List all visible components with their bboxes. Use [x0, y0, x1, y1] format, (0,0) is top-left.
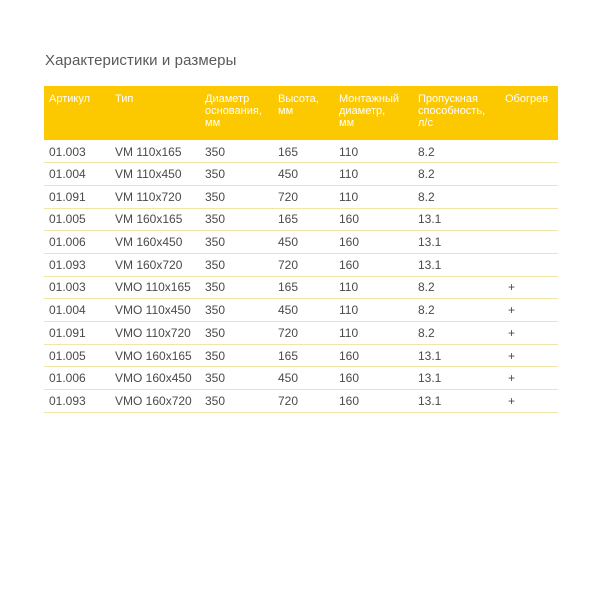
throughput-cell: 13.1 [413, 253, 500, 276]
type-cell: VM 160x165 [110, 208, 200, 231]
specs-table [44, 86, 558, 413]
throughput-cell: 13.1 [413, 367, 500, 390]
heating-cell [500, 140, 558, 163]
article-cell: 01.004 [44, 163, 110, 186]
heating-cell [500, 185, 558, 208]
table-row [44, 367, 558, 390]
base-diameter-cell: 350 [200, 208, 273, 231]
base-diameter-cell: 350 [200, 140, 273, 163]
throughput-cell: 8.2 [413, 163, 500, 186]
section-title: Характеристики и размеры [45, 52, 237, 69]
throughput-cell: 13.1 [413, 208, 500, 231]
heating-cell [500, 163, 558, 186]
heating-cell: + [500, 276, 558, 299]
heating-cell: + [500, 322, 558, 345]
height-cell: 165 [273, 208, 334, 231]
table-body [44, 140, 558, 412]
heating-cell [500, 231, 558, 254]
table-row [44, 322, 558, 345]
mount-diameter-cell: 110 [334, 185, 413, 208]
header-line: мм [205, 117, 221, 129]
type-cell: VMO 110x720 [110, 322, 200, 345]
base-diameter-cell: 350 [200, 344, 273, 367]
type-cell: VMO 110x165 [110, 276, 200, 299]
header-mount-diameter [334, 86, 413, 140]
mount-diameter-cell: 160 [334, 344, 413, 367]
base-diameter-cell: 350 [200, 367, 273, 390]
base-diameter-cell: 350 [200, 322, 273, 345]
header-line: мм [278, 105, 294, 117]
article-cell: 01.005 [44, 344, 110, 367]
article-cell: 01.006 [44, 367, 110, 390]
mount-diameter-cell: 110 [334, 276, 413, 299]
table-row [44, 344, 558, 367]
height-cell: 165 [273, 344, 334, 367]
throughput-cell: 13.1 [413, 390, 500, 413]
table-row [44, 208, 558, 231]
header-base-diameter [200, 86, 273, 140]
heating-cell: + [500, 367, 558, 390]
article-cell: 01.091 [44, 322, 110, 345]
header-row [44, 86, 558, 140]
header-heating [500, 86, 558, 140]
base-diameter-cell: 350 [200, 299, 273, 322]
throughput-cell: 8.2 [413, 185, 500, 208]
header-line: способность, [418, 105, 486, 117]
header-line: Высота, [278, 93, 319, 105]
height-cell: 450 [273, 367, 334, 390]
mount-diameter-cell: 160 [334, 253, 413, 276]
height-cell: 165 [273, 276, 334, 299]
header-line: л/с [418, 117, 433, 129]
header-line: Тип [115, 93, 134, 105]
mount-diameter-cell: 160 [334, 231, 413, 254]
height-cell: 720 [273, 185, 334, 208]
type-cell: VM 110x720 [110, 185, 200, 208]
header-type [110, 86, 200, 140]
throughput-cell: 8.2 [413, 322, 500, 345]
header-line: основания, [205, 105, 262, 117]
mount-diameter-cell: 110 [334, 322, 413, 345]
throughput-cell: 13.1 [413, 344, 500, 367]
mount-diameter-cell: 160 [334, 390, 413, 413]
header-line: Артикул [49, 93, 91, 105]
heating-cell [500, 253, 558, 276]
type-cell: VMO 160x720 [110, 390, 200, 413]
base-diameter-cell: 350 [200, 231, 273, 254]
type-cell: VM 110x165 [110, 140, 200, 163]
table-row [44, 163, 558, 186]
type-cell: VM 160x720 [110, 253, 200, 276]
header-line: Монтажный [339, 93, 399, 105]
article-cell: 01.003 [44, 276, 110, 299]
article-cell: 01.005 [44, 208, 110, 231]
table-row [44, 253, 558, 276]
table-row [44, 185, 558, 208]
height-cell: 165 [273, 140, 334, 163]
type-cell: VM 110x450 [110, 163, 200, 186]
height-cell: 720 [273, 253, 334, 276]
height-cell: 450 [273, 299, 334, 322]
header-line: диаметр, [339, 105, 386, 117]
table-row [44, 299, 558, 322]
article-cell: 01.004 [44, 299, 110, 322]
article-cell: 01.003 [44, 140, 110, 163]
type-cell: VM 160x450 [110, 231, 200, 254]
height-cell: 720 [273, 322, 334, 345]
type-cell: VMO 160x450 [110, 367, 200, 390]
header-line: Пропускная [418, 93, 478, 105]
table-row [44, 231, 558, 254]
header-article [44, 86, 110, 140]
type-cell: VMO 110x450 [110, 299, 200, 322]
article-cell: 01.093 [44, 253, 110, 276]
base-diameter-cell: 350 [200, 163, 273, 186]
throughput-cell: 8.2 [413, 299, 500, 322]
heating-cell: + [500, 390, 558, 413]
article-cell: 01.006 [44, 231, 110, 254]
table-row [44, 140, 558, 163]
table-header [44, 86, 558, 140]
mount-diameter-cell: 110 [334, 140, 413, 163]
header-line: Диаметр [205, 93, 250, 105]
mount-diameter-cell: 160 [334, 208, 413, 231]
base-diameter-cell: 350 [200, 253, 273, 276]
table-row [44, 390, 558, 413]
base-diameter-cell: 350 [200, 276, 273, 299]
base-diameter-cell: 350 [200, 185, 273, 208]
header-throughput [413, 86, 500, 140]
header-height [273, 86, 334, 140]
header-line: мм [339, 117, 355, 129]
header-line: Обогрев [505, 93, 549, 105]
table-row [44, 276, 558, 299]
heating-cell: + [500, 344, 558, 367]
article-cell: 01.091 [44, 185, 110, 208]
mount-diameter-cell: 160 [334, 367, 413, 390]
type-cell: VMO 160x165 [110, 344, 200, 367]
heating-cell [500, 208, 558, 231]
height-cell: 450 [273, 163, 334, 186]
height-cell: 720 [273, 390, 334, 413]
mount-diameter-cell: 110 [334, 299, 413, 322]
base-diameter-cell: 350 [200, 390, 273, 413]
article-cell: 01.093 [44, 390, 110, 413]
height-cell: 450 [273, 231, 334, 254]
mount-diameter-cell: 110 [334, 163, 413, 186]
heating-cell: + [500, 299, 558, 322]
throughput-cell: 8.2 [413, 276, 500, 299]
throughput-cell: 13.1 [413, 231, 500, 254]
throughput-cell: 8.2 [413, 140, 500, 163]
